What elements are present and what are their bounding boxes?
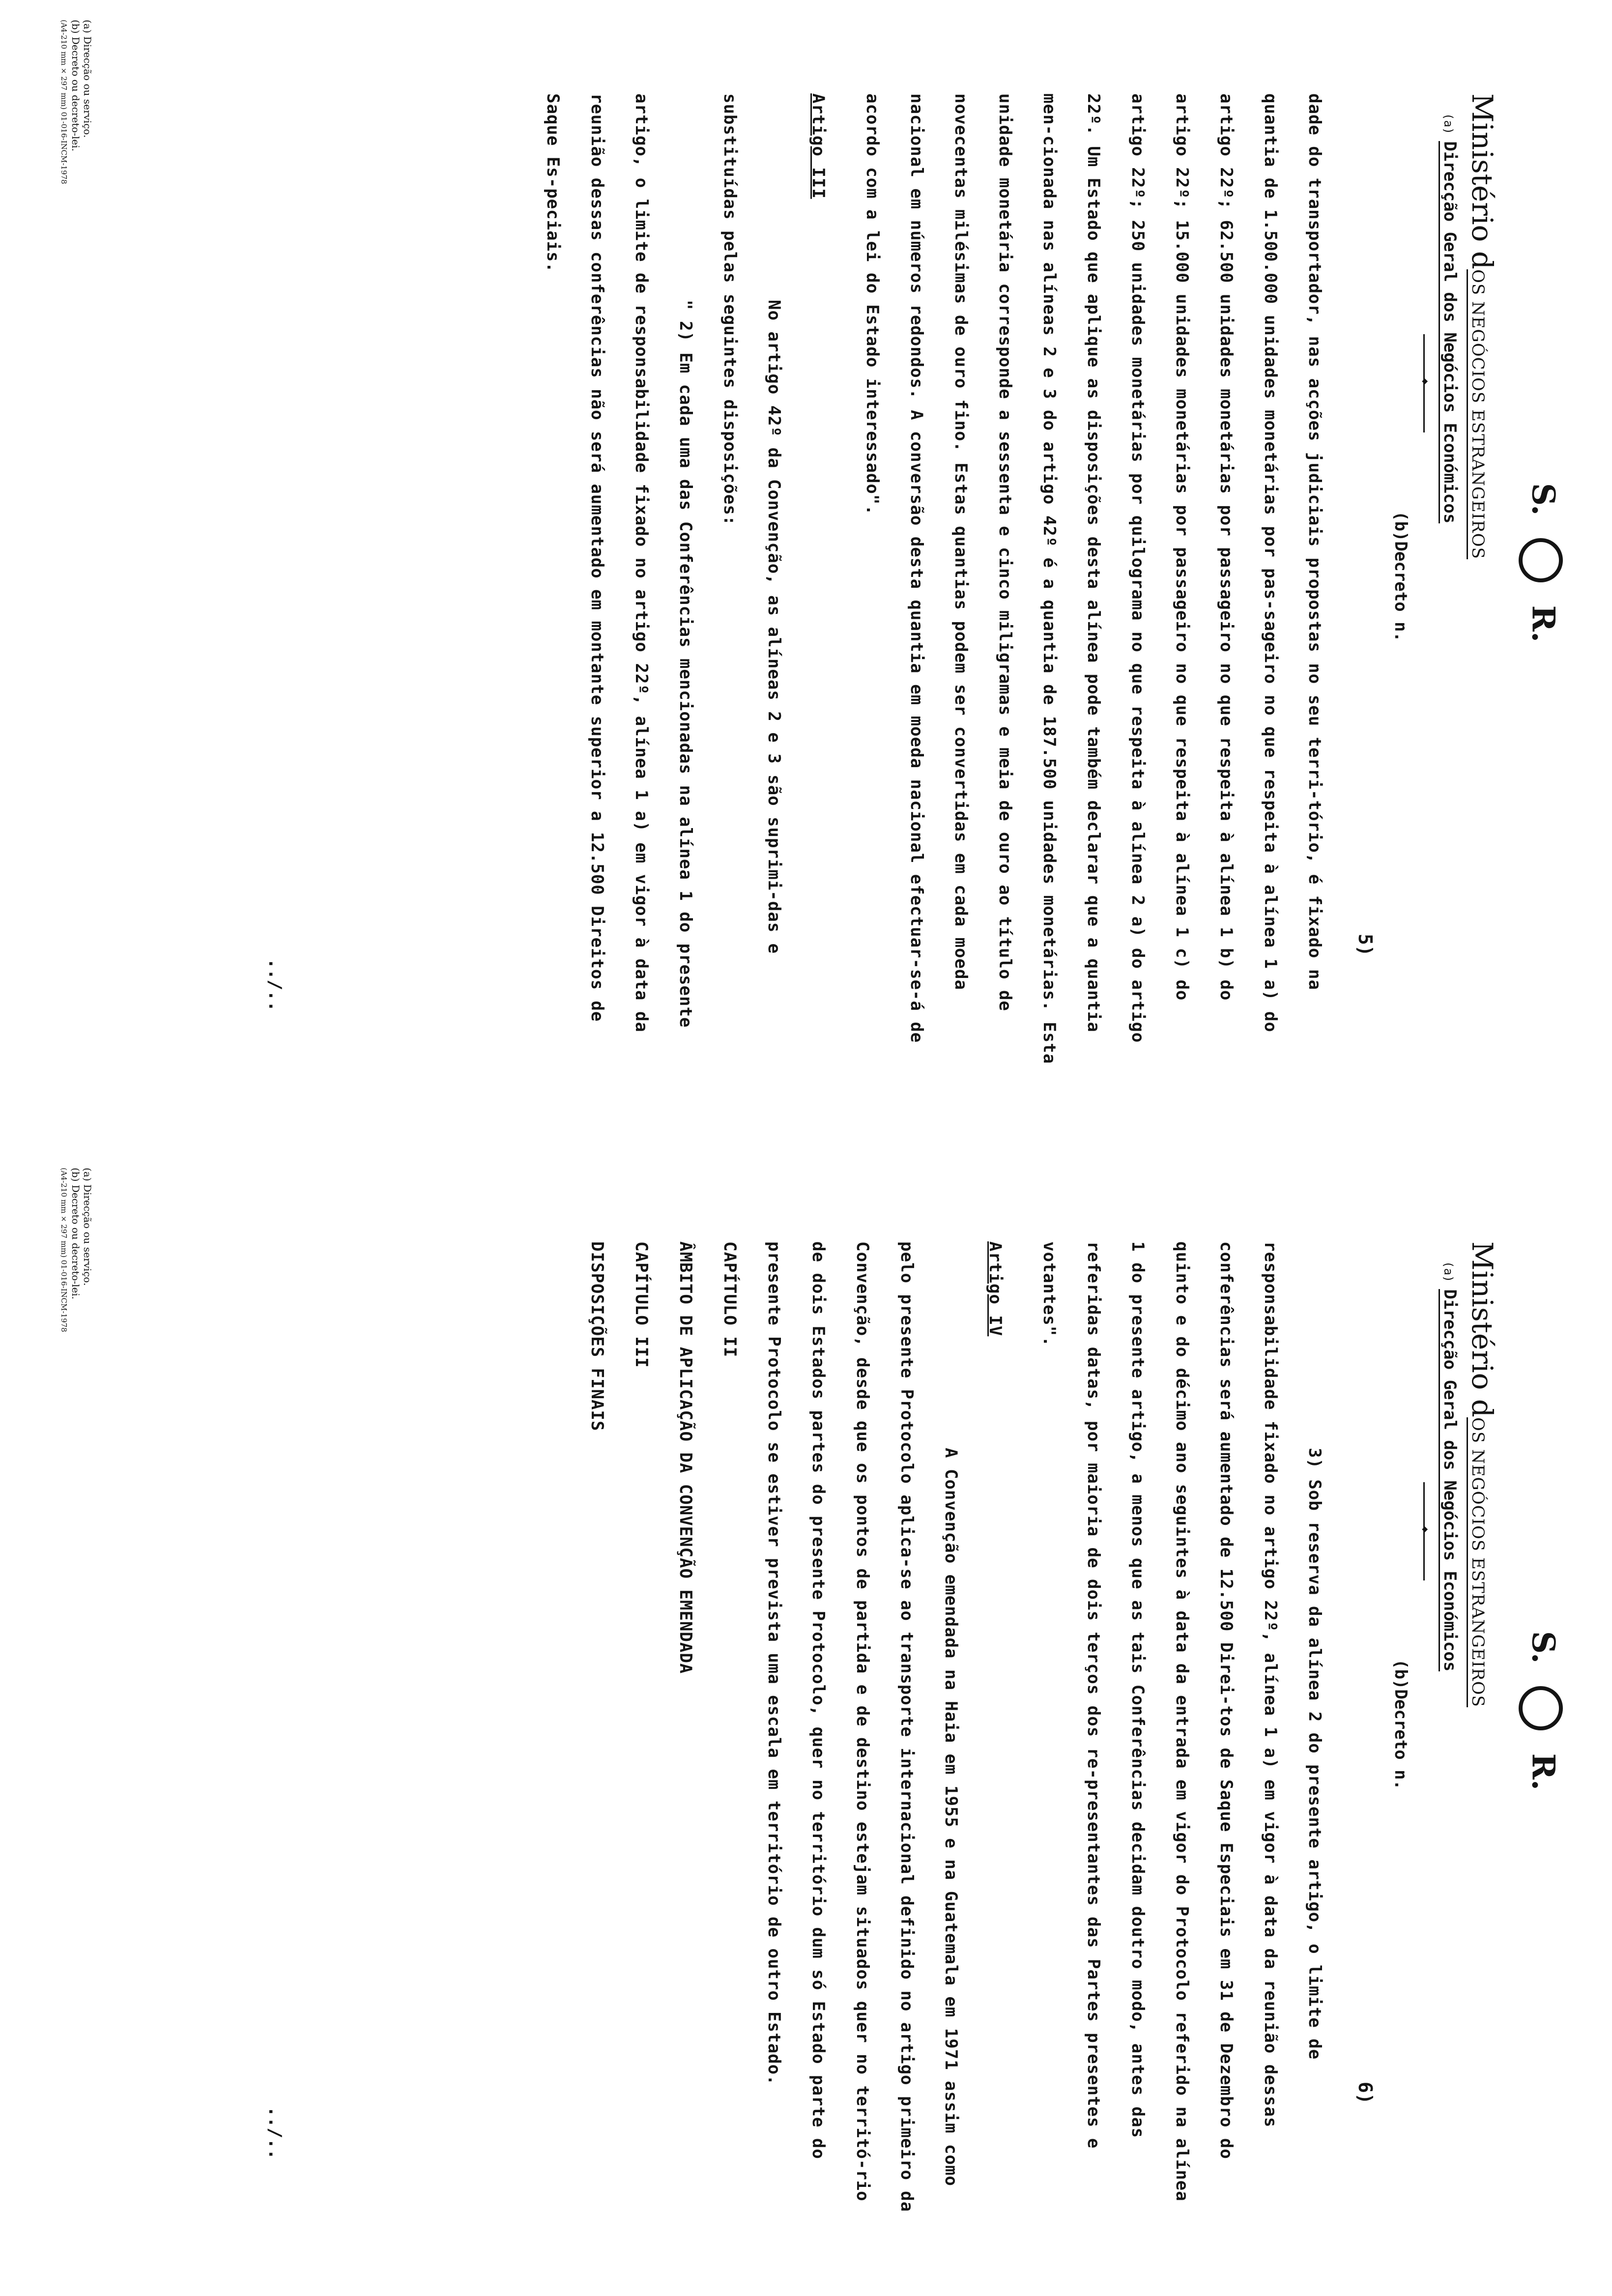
continued-mark: ../.. (265, 2106, 285, 2160)
direction-line (1440, 113, 1460, 523)
body-paragraph: A Convenção emendada na Haia em 1955 e na Guatemala em 1971 assim como pelo presente Protocolo aplica-se ao transporte internacional definido no artigo primeiro da Convenção, desde que os pontos de partida e de destino estejam situados quer no territó-rio de dois Estados partes do presente Protocolo, quer no território dum só Estado parte do presente Protocolo se estiver prevista uma escala em território de outro Estado. (764, 1241, 961, 2212)
page-number: 5) (1354, 934, 1376, 956)
ministry-line (1466, 1241, 1499, 1707)
chapter-title: ÂMBITO DE APLICAÇÃO DA CONVENÇÃO EMENDADA (676, 1241, 695, 1674)
direction-line (1440, 1261, 1460, 1671)
document-page-6 (20, 1148, 1592, 2273)
direction-name: Direcção Geral dos Negócios Económicos (1439, 1289, 1460, 1671)
footnote: (b) Decreto ou decreto-lei. (70, 1168, 82, 1300)
ministry-label: Ministério d (1466, 1241, 1499, 1417)
letterhead-emblem (1519, 0, 1563, 1125)
form-code: (A4-210 mm × 297 mm) 01-016-INCM-1978 (59, 1168, 68, 1332)
body-paragraph: 3) Sob reserva da alínea 2 do presente artigo, o limite de responsabilidade fixado no artigo 22º, alínea 1 a) em vigor à data da reunião dessas conferências será aumentado de 12.500 Direi-tos de Saque Especiais em 31 de Dezembro do quinto e do décimo ano seguintes à data da entrada em vigor do Protocolo referido na alínea 1 do presente artigo, a menos que as tais Conferências decidam doutro modo, antes das referidas datas, por maioria de dois terços dos re-presentantes das Partes presentes e votantes". (1039, 1241, 1324, 2202)
decree-line: (b)Decreto n. (1391, 511, 1410, 642)
ministry-name: OS NEGÓCIOS ESTRANGEIROS (1467, 269, 1488, 559)
coat-of-arms-icon (1519, 1686, 1563, 1730)
letterhead-emblem (1519, 1148, 1563, 2273)
emblem-right-text: R. (1525, 1753, 1562, 1791)
direction-name: Direcção Geral dos Negócios Económicos (1439, 141, 1460, 523)
ministry-name: OS NEGÓCIOS ESTRANGEIROS (1467, 1417, 1488, 1707)
divider-ornament-icon: ◆ (1420, 378, 1432, 385)
ministry-label: Ministério d (1466, 93, 1499, 269)
footnote: (a) Direcção ou serviço. (82, 1168, 93, 1286)
header-divider (1420, 1482, 1432, 1580)
body-paragraph: No artigo 42º da Convenção, as alíneas 2 e 3 são suprimi-das e substituídas pelas seguintes disposições: (720, 93, 784, 954)
direction-mark: (a) (1441, 113, 1455, 135)
page-body (575, 1241, 1337, 2214)
coat-of-arms-icon (1519, 538, 1563, 582)
page-body (531, 93, 1337, 1066)
body-paragraph: " 2) Em cada uma das Conferências mencionadas na alínea 1 do presente artigo, o limite de responsabilidade fixado no artigo 22º, alínea 1 a) em vigor à data da reunião dessas conferências não será aumentado em montante superior a 12.500 Direitos de Saque Es-peciais. (543, 93, 695, 1033)
article-heading: Artigo III (808, 93, 828, 199)
emblem-right-text: R. (1525, 605, 1562, 643)
continued-mark: ../.. (265, 958, 285, 1012)
divider-ornament-icon: ◆ (1420, 1526, 1432, 1533)
decree-line: (b)Decreto n. (1391, 1659, 1410, 1790)
emblem-left-text: S. (1525, 483, 1562, 516)
chapter-heading: CAPÍTULO III (632, 1241, 651, 1368)
body-paragraph: dade do transportador, nas acções judiciais propostas no seu terri-tório, é fixado na quantia de 1.500.000 unidades monetárias por pas-sageiro no que respeita à alínea 1 a) do artigo 22º; 62.500 unidades monetárias por passageiro no que respeita à alínea 1 b) do artigo 22º; 15.000 unidades monetárias por passageiro no que respeita à alínea 1 c) do artigo 22º; 250 unidades monetárias por quilograma no que respeita à alínea 2 a) do artigo 22º. Um Estado que aplique as disposições desta alínea pode também declarar que a quantia men-cionada nas alíneas 2 e 3 do artigo 42º é a quantia de 187.500 unidades monetárias. Esta unidade monetária corresponde a sessenta e cinco miligramas e meia de ouro ao título de novecentas milésimas de ouro fino. Estas quantias podem ser convertidas em cada moeda nacional em números redondos. A conversão desta quantia em moeda nacional efectuar-se-á de acordo com a lei do Estado interessado". (863, 93, 1324, 1064)
footnotes (58, 1168, 93, 1332)
form-code: (A4-210 mm × 297 mm) 01-016-INCM-1978 (59, 20, 68, 184)
article-heading: Artigo IV (985, 1241, 1005, 1337)
footnote: (a) Direcção ou serviço. (82, 20, 93, 138)
page-number: 6) (1354, 2082, 1376, 2104)
footnotes (58, 20, 93, 184)
ministry-line (1466, 93, 1499, 559)
chapter-title: DISPOSIÇÕES FINAIS (587, 1241, 607, 1432)
document-page-5 (20, 0, 1592, 1125)
chapter-heading: CAPÍTULO II (720, 1241, 740, 1358)
header-divider (1420, 334, 1432, 432)
direction-mark: (a) (1441, 1261, 1455, 1283)
footnote: (b) Decreto ou decreto-lei. (70, 20, 82, 152)
emblem-left-text: S. (1525, 1631, 1562, 1664)
